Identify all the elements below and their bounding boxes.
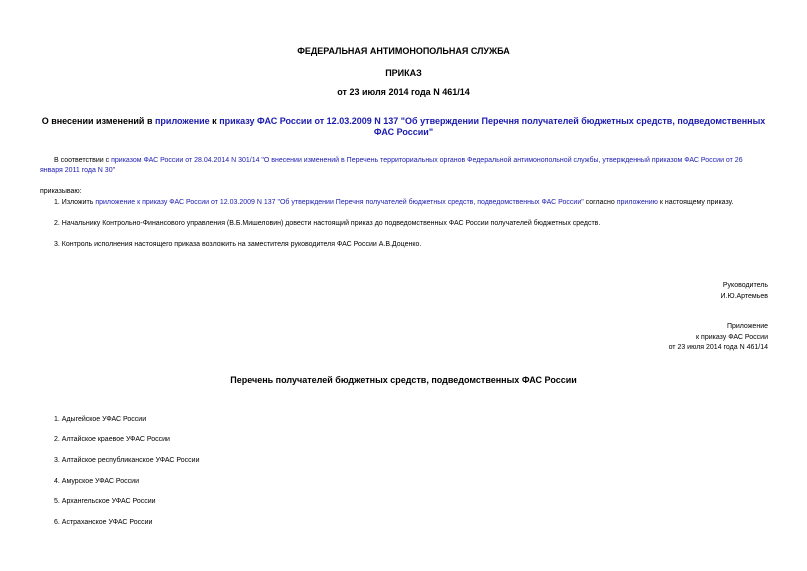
title-link-order[interactable]: приказу ФАС России от 12.03.2009 N 137 "Об утверждении Перечня получателей бюджетных средств, подведомственных [219,116,766,126]
preamble-text: В соответствии с [54,157,112,164]
list-item: 3. Алтайское республиканское УФАС России [54,457,200,464]
order-item-2: 2. Начальнику Контрольно-Финансового управления (В.Б.Мишеловин) довести настоящий приказ до подведомственных ФАС России получателей бюджетных средств. [54,220,601,227]
agency-name: ФЕДЕРАЛЬНАЯ АНТИМОНОПОЛЬНАЯ СЛУЖБА [297,46,510,56]
order-item-1 [54,198,774,208]
preamble-link[interactable]: приказом ФАС России от 28.04.2014 N 301/14 "О внесении изменений в Перечень территориальных органов Федеральной антимонопольной службы, утвержденный приказом ФАС России от 26 [111,157,743,164]
item1-link-appendix[interactable]: приложению [616,199,658,206]
doc-date-number: от 23 июля 2014 года N 461/14 [337,87,470,97]
order-word: приказываю: [40,188,82,195]
item-text: согласно [583,199,617,206]
doc-type: ПРИКАЗ [385,68,422,78]
list-item: 4. Амурское УФАС России [54,478,140,485]
list-title: Перечень получателей бюджетных средств, подведомственных ФАС России [230,375,577,385]
signature-position: Руководитель [722,282,768,289]
preamble-line2[interactable]: января 2011 года N 30" [40,167,116,174]
list-item: 6. Астраханское УФАС России [54,519,153,526]
appendix-order-ref: к приказу ФАС России [696,334,768,341]
item-text: 1. Изложить [54,199,96,206]
title-link-appendix[interactable]: приложение [154,116,210,126]
list-item: 2. Алтайское краевое УФАС России [54,436,170,443]
order-item-3: 3. Контроль исполнения настоящего приказа возложить на заместителя руководителя ФАС России А.В.Доценко. [54,241,422,248]
list-item: 5. Архангельское УФАС России [54,498,156,505]
list-item: 1. Адыгейское УФАС России [54,416,147,423]
title-text: О внесении изменений в [41,116,155,126]
appendix-label: Приложение [726,323,768,330]
doc-title-line2[interactable]: ФАС России" [373,127,434,137]
item-text: к настоящему приказу. [657,199,734,206]
appendix-date: от 23 июля 2014 года N 461/14 [668,344,768,351]
preamble-line1 [54,156,774,166]
title-text: к [209,116,220,126]
item1-link-order[interactable]: приложение к приказу ФАС России от 12.03.2009 N 137 "Об утверждении Перечня получателей бюджетных средств, подведомственных ФАС России" [95,199,584,206]
doc-title-line1 [0,116,807,126]
signature-name: И.Ю.Артемьев [720,293,768,300]
